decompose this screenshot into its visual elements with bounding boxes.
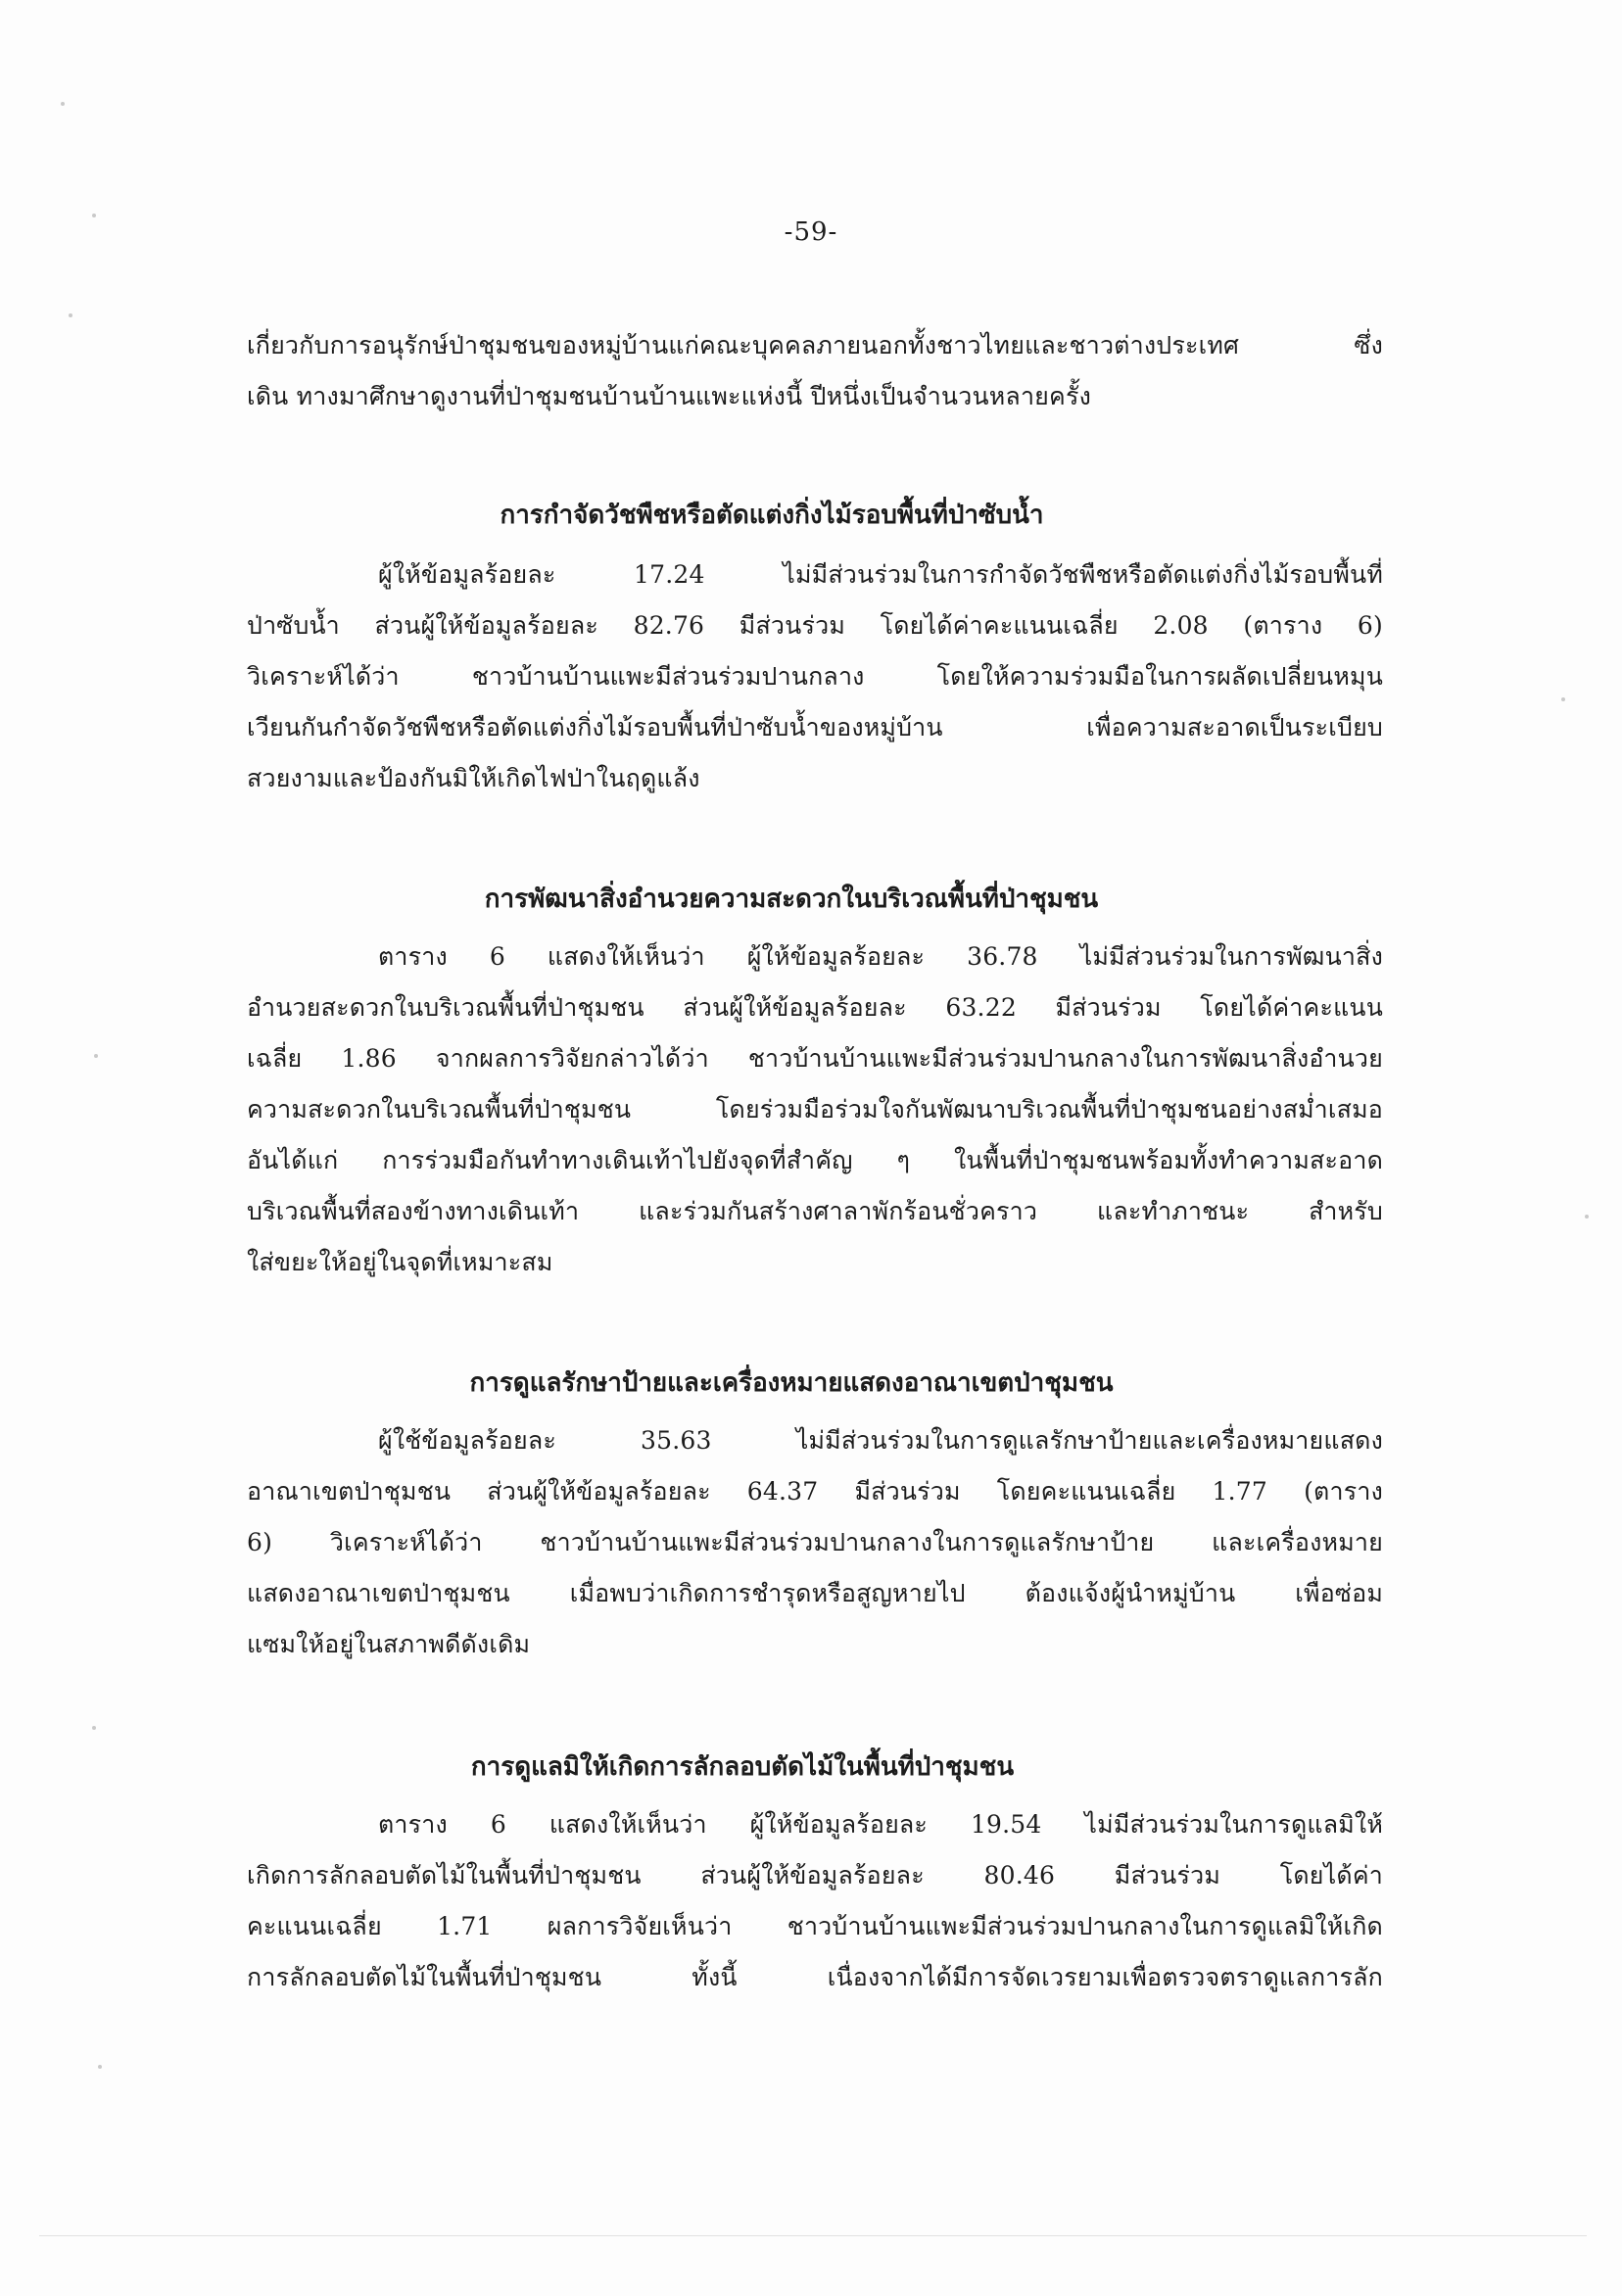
section-heading-facility-development: การพัฒนาสิ่งอำนวยความสะดวกในบริเวณพื้นที่ป่าชุมชน (484, 885, 1099, 914)
paragraph-line: แซมให้อยู่ในสภาพดีดังเดิม (247, 1630, 531, 1658)
page-number: -59- (784, 217, 838, 247)
paragraph-line: เวียนกันกำจัดวัชพืชหรือตัดแต่งกิ่งไม้รอบพื้นที่ป่าซับน้ำของหมู่บ้าน เพื่อความสะอาดเป็นระเบียบ (247, 713, 1383, 741)
scan-speck (69, 313, 72, 317)
scan-speck (1585, 1215, 1589, 1219)
paragraph-line: ใส่ขยะให้อยู่ในจุดที่เหมาะสม (247, 1248, 553, 1276)
section-heading-sign-maintenance: การดูแลรักษาป้ายและเครื่องหมายแสดงอาณาเขตป่าชุมชน (469, 1368, 1114, 1398)
paragraph-line: บริเวณพื้นที่สองข้างทางเดินเท้า และร่วมกันสร้างศาลาพักร้อนชั่วคราว และทำภาชนะ สำหรับ (247, 1197, 1383, 1225)
paragraph-line: เกิดการลักลอบตัดไม้ในพื้นที่ป่าชุมชน ส่วนผู้ให้ข้อมูลร้อยละ 80.46 มีส่วนร่วม โดยได้ค่า (247, 1861, 1383, 1889)
paragraph-line: การลักลอบตัดไม้ในพื้นที่ป่าชุมชน ทั้งนี้ เนื่องจากได้มีการจัดเวรยามเพื่อตรวจตราดูแลการลัก (247, 1963, 1383, 1991)
paragraph-line: สวยงามและป้องกันมิให้เกิดไฟป่าในฤดูแล้ง (247, 764, 700, 792)
scan-speck (92, 1726, 96, 1730)
paragraph-line: ผู้ให้ข้อมูลร้อยละ 17.24 ไม่มีส่วนร่วมในการกำจัดวัชพืชหรือตัดแต่งกิ่งไม้รอบพื้นที่ (378, 560, 1383, 589)
paragraph-line: ป่าซับน้ำ ส่วนผู้ให้ข้อมูลร้อยละ 82.76 มีส่วนร่วม โดยได้ค่าคะแนนเฉลี่ย 2.08 (ตาราง 6) (247, 611, 1383, 640)
scan-speck (98, 2065, 102, 2069)
scan-speck (61, 102, 65, 106)
intro-line-1: เกี่ยวกับการอนุรักษ์ป่าชุมชนของหมู่บ้านแก่คณะบุคคลภายนอกทั้งชาวไทยและชาวต่างประเทศ ซึ่ง (247, 331, 1383, 359)
paragraph-line: แสดงอาณาเขตป่าชุมชน เมื่อพบว่าเกิดการชำรุดหรือสูญหายไป ต้องแจ้งผู้นำหมู่บ้าน เพื่อซ่อม (247, 1579, 1383, 1607)
paragraph-line: อำนวยสะดวกในบริเวณพื้นที่ป่าชุมชน ส่วนผู้ให้ข้อมูลร้อยละ 63.22 มีส่วนร่วม โดยได้ค่าคะแนน (247, 993, 1383, 1022)
paragraph-line: อันได้แก่ การร่วมมือกันทำทางเดินเท้าไปยังจุดที่สำคัญ ๆ ในพื้นที่ป่าชุมชนพร้อมทั้งทำความสะอาด (247, 1146, 1383, 1174)
paragraph-line: เฉลี่ย 1.86 จากผลการวิจัยกล่าวได้ว่า ชาวบ้านบ้านแพะมีส่วนร่วมปานกลางในการพัฒนาสิ่งอำนวย (247, 1044, 1383, 1073)
section-heading-weed-removal: การกำจัดวัชพืชหรือตัดแต่งกิ่งไม้รอบพื้นที่ป่าซับน้ำ (500, 501, 1044, 530)
scan-speck (94, 1054, 98, 1058)
paragraph-line: 6) วิเคราะห์ได้ว่า ชาวบ้านบ้านแพะมีส่วนร่วมปานกลางในการดูแลรักษาป้าย และเครื่องหมาย (247, 1528, 1383, 1556)
paragraph-line: ผู้ใช้ข้อมูลร้อยละ 35.63 ไม่มีส่วนร่วมในการดูแลรักษาป้ายและเครื่องหมายแสดง (378, 1426, 1383, 1455)
intro-line-2: เดิน ทางมาศึกษาดูงานที่ป่าชุมชนบ้านบ้านแพะแห่งนี้ ปีหนึ่งเป็นจำนวนหลายครั้ง (247, 382, 1091, 410)
paragraph-line: ตาราง 6 แสดงให้เห็นว่า ผู้ให้ข้อมูลร้อยละ 36.78 ไม่มีส่วนร่วมในการพัฒนาสิ่ง (378, 942, 1383, 971)
scan-speck (92, 214, 96, 217)
scan-speck (1561, 697, 1565, 701)
paragraph-line: คะแนนเฉลี่ย 1.71 ผลการวิจัยเห็นว่า ชาวบ้านบ้านแพะมีส่วนร่วมปานกลางในการดูแลมิให้เกิด (247, 1912, 1383, 1940)
paragraph-line: วิเคราะห์ได้ว่า ชาวบ้านบ้านแพะมีส่วนร่วมปานกลาง โดยให้ความร่วมมือในการผลัดเปลี่ยนหมุน (247, 662, 1383, 691)
section-heading-illegal-logging-prevention: การดูแลมิให้เกิดการลักลอบตัดไม้ในพื้นที่ป่าชุมชน (470, 1752, 1015, 1782)
bottom-edge-rule (39, 2235, 1587, 2236)
paragraph-line: ความสะดวกในบริเวณพื้นที่ป่าชุมชน โดยร่วมมือร่วมใจกันพัฒนาบริเวณพื้นที่ป่าชุมชนอย่างสม่ำเสมอ (247, 1095, 1383, 1124)
paragraph-line: ตาราง 6 แสดงให้เห็นว่า ผู้ให้ข้อมูลร้อยละ 19.54 ไม่มีส่วนร่วมในการดูแลมิให้ (378, 1810, 1383, 1839)
paragraph-line: อาณาเขตป่าชุมชน ส่วนผู้ให้ข้อมูลร้อยละ 64.37 มีส่วนร่วม โดยคะแนนเฉลี่ย 1.77 (ตาราง (247, 1477, 1383, 1506)
